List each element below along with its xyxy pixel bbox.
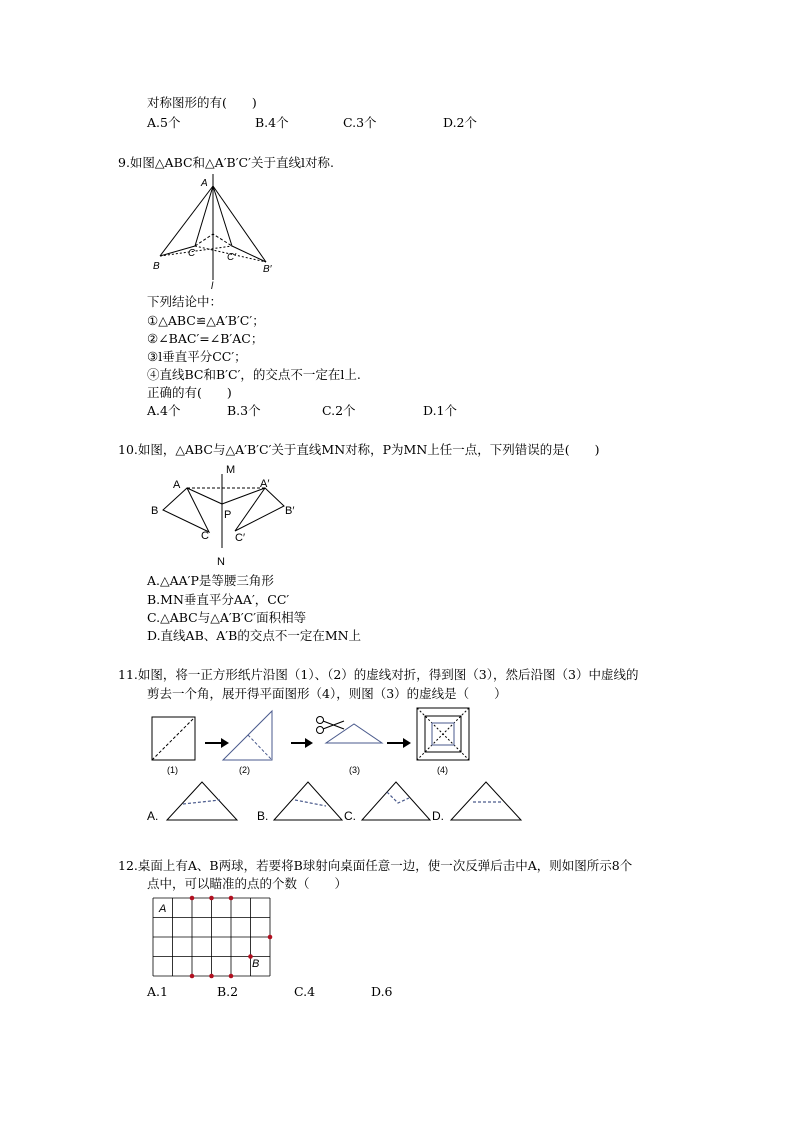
- aim-point: [209, 974, 214, 979]
- q10-option-b: B.MN垂直平分AA′，CC′: [147, 592, 290, 607]
- q10-label-c-prime: C′: [235, 532, 246, 544]
- q10-label-a: A: [173, 479, 181, 491]
- q9-option-c: C.2个: [322, 403, 356, 418]
- arrow-right-icon: [305, 738, 313, 748]
- q11-step2-fold: [248, 735, 272, 760]
- q10-segment-a2p: [222, 488, 265, 504]
- q9-label-c-prime: C′: [227, 252, 237, 263]
- q12-stem-line2: 点中，可以瞄准的点的个数（ ）: [147, 876, 348, 891]
- q12-label-b: B: [252, 958, 260, 970]
- q9-option-d: D.1个: [423, 403, 458, 418]
- q10-label-n: N: [217, 556, 225, 568]
- arrow-right-icon: [403, 738, 411, 748]
- q11-option-d-triangle: [451, 782, 521, 820]
- q9-segment-ac: [195, 186, 213, 246]
- aim-point: [190, 896, 195, 901]
- q9-label-b: B: [153, 261, 160, 272]
- q8-option-d: D.2个: [443, 115, 478, 130]
- q11-option-d-letter: D.: [432, 809, 444, 823]
- q10-label-c: C: [201, 530, 209, 542]
- q8-option-a: A.5个: [147, 115, 181, 130]
- q9-option-b: B.3个: [227, 403, 261, 418]
- q11-caption-1: (1): [167, 765, 178, 775]
- q8-option-c: C.3个: [343, 115, 377, 130]
- q11-option-b-cut: [295, 800, 326, 806]
- q11-step3-triangle: [326, 724, 382, 743]
- q11-step2-triangle: [223, 711, 272, 760]
- q11-option-b-letter: B.: [257, 809, 269, 823]
- q9-intro: 下列结论中：: [147, 294, 223, 309]
- scissors-icon: [317, 717, 345, 734]
- q12-option-c: C.4: [294, 984, 316, 999]
- q9-statement-4: ④直线BC和B′C′，的交点不一定在l上.: [147, 367, 361, 382]
- q8-stem: 对称图形的有( ): [147, 95, 257, 110]
- q11-options-figure: [145, 776, 535, 826]
- q12-option-a: A.1: [147, 984, 168, 999]
- q12-grid-figure: [148, 892, 278, 980]
- q9-segment-ab2: [213, 186, 266, 262]
- q9-option-a: A.4个: [147, 403, 181, 418]
- q9-statement-3: ③l垂直平分CC′；: [147, 349, 247, 364]
- q11-option-a-triangle: [167, 782, 237, 820]
- q9-ask: 正确的有( ): [147, 385, 232, 400]
- q12-option-d: D.6: [371, 984, 393, 999]
- q11-stem-line2: 剪去一个角，展开得平面图形（4），则图（3）的虚线是（ ）: [147, 686, 507, 701]
- q9-statement-2: ②∠BAC′=∠B′AC；: [147, 331, 264, 346]
- q9-stem: 9.如图△ABC和△A′B′C′关于直线l对称.: [118, 155, 334, 170]
- q9-statement-1: ①△ABC≌△A′B′C′；: [147, 313, 265, 328]
- q10-segment-ap: [187, 488, 222, 504]
- q12-label-a: A: [159, 903, 167, 915]
- q10-triangle-a2b2c2: [235, 488, 284, 531]
- q11-caption-3: (3): [349, 765, 360, 775]
- q10-option-a: A.△AA′P是等腰三角形: [147, 573, 274, 588]
- q10-option-c: C.△ABC与△A′B′C′面积相等: [147, 610, 307, 625]
- aim-point: [268, 935, 273, 940]
- q10-label-a-prime: A′: [260, 478, 270, 490]
- arrow-right-icon: [221, 738, 229, 748]
- q11-option-a-cut: [183, 800, 220, 804]
- q9-label-l: l: [211, 281, 214, 292]
- q9-figure: [140, 172, 290, 292]
- q9-label-b-prime: B′: [263, 264, 272, 275]
- q11-stem-line1: 11.如图，将一正方形纸片沿图（1）、（2）的虚线对折，得到图（3），然后沿图（3）中虚线的: [118, 667, 639, 682]
- q11-option-b-triangle: [274, 782, 342, 820]
- q10-label-b-prime: B′: [285, 505, 295, 517]
- q8-option-b: B.4个: [255, 115, 289, 130]
- q12-stem-line1: 12.桌面上有A、B两球，若要将B球射向桌面任意一边，使一次反弹后击中A，则如图所示8个: [118, 858, 633, 873]
- q11-option-a-letter: A.: [147, 809, 159, 823]
- q12-option-b: B.2: [217, 984, 239, 999]
- q11-option-c-letter: C.: [344, 809, 356, 823]
- q11-option-c-cut: [387, 792, 409, 803]
- q9-label-c: C: [188, 248, 196, 259]
- q11-caption-4: (4): [437, 765, 448, 775]
- q9-segment-ab: [160, 186, 213, 256]
- q10-figure: [145, 460, 315, 572]
- aim-point: [229, 896, 234, 901]
- q11-step1-fold: [152, 717, 195, 760]
- q9-segment-ac2: [213, 186, 232, 246]
- q11-fold-steps: [145, 702, 485, 780]
- q10-label-p: P: [224, 509, 232, 521]
- aim-point: [229, 974, 234, 979]
- q9-segment-bc2: [160, 246, 232, 256]
- q9-label-a: A: [201, 178, 208, 189]
- q10-label-m: M: [226, 464, 236, 476]
- aim-point: [190, 974, 195, 979]
- q10-stem: 10.如图，△ABC与△A′B′C′关于直线MN对称，P为MN上任一点，下列错误的是( ): [118, 442, 600, 457]
- aim-point: [209, 896, 214, 901]
- q10-option-d: D.直线AB、A′B的交点不一定在MN上: [147, 628, 362, 643]
- q11-caption-2: (2): [239, 765, 250, 775]
- q10-label-b: B: [151, 505, 159, 517]
